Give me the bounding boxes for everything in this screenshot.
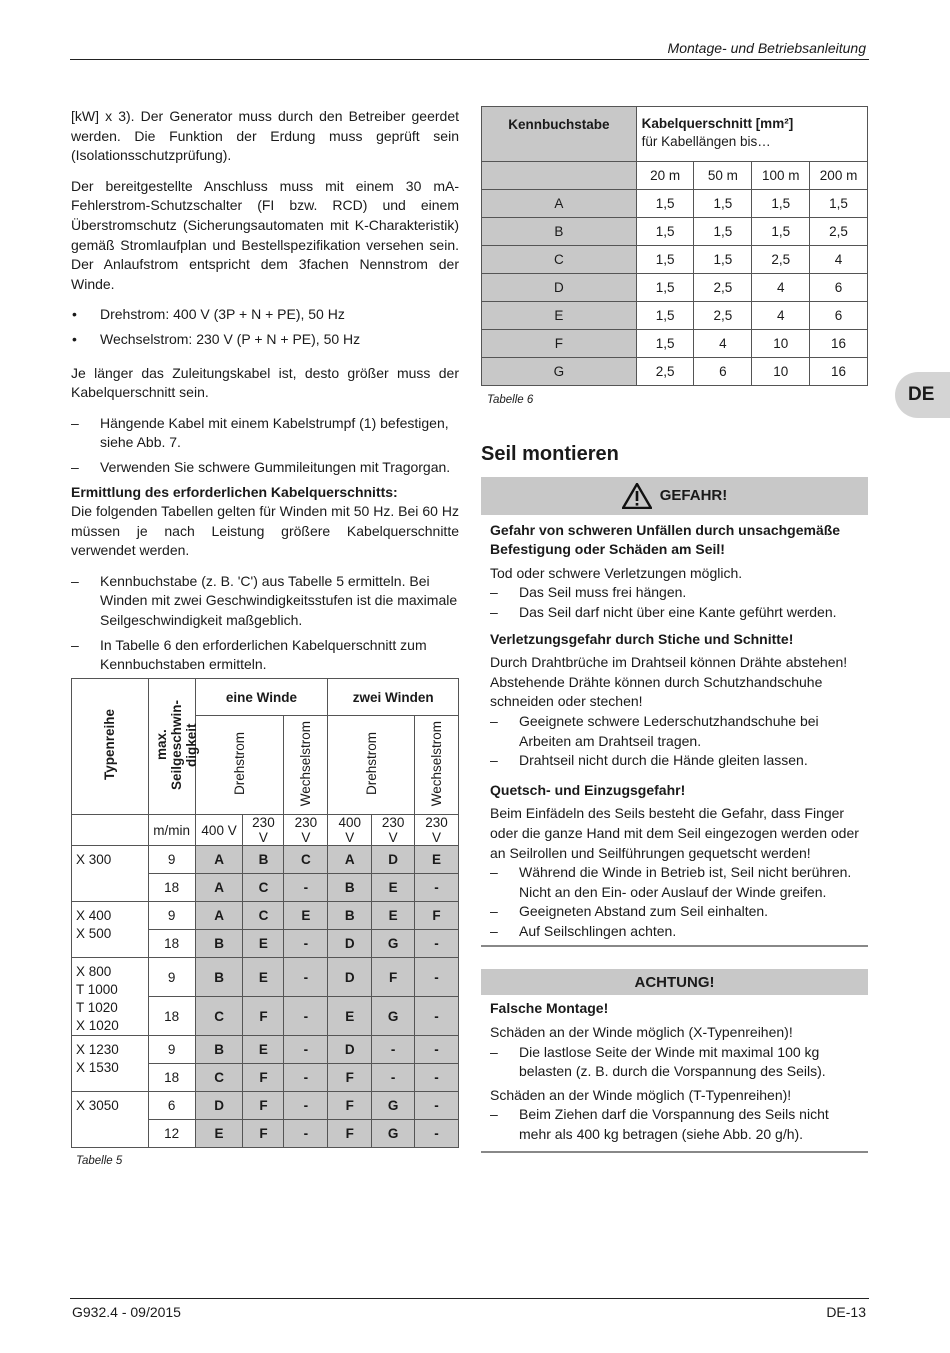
letter-cell: C <box>195 997 243 1036</box>
table-row <box>72 846 459 874</box>
table-row <box>482 358 868 386</box>
letter-cell: D <box>372 846 415 874</box>
letter-cell: - <box>284 1092 328 1120</box>
letter-cell: A <box>328 846 372 874</box>
speed-cell: 9 <box>148 902 195 930</box>
value-cell: 1,5 <box>636 246 694 274</box>
speed-cell: 18 <box>148 930 195 958</box>
header-wechselstrom: Wechselstrom <box>415 716 459 815</box>
letter-cell: D <box>195 1092 243 1120</box>
letter-cell: - <box>415 930 459 958</box>
value-cell: 1,5 <box>636 302 694 330</box>
dash-item: – Geeignete schwere Lederschutzhandschuhe bei Arbeiten am Drahtseil tragen. <box>490 712 819 749</box>
table-row <box>72 958 459 997</box>
footer-page-number: DE-13 <box>826 1304 866 1320</box>
type-cell: X 800 T 1000 T 1020 X 1020 <box>72 958 149 1036</box>
header-title: Montage- und Betriebsanleitung <box>667 40 866 56</box>
table-row <box>482 246 868 274</box>
letter-cell: D <box>328 958 372 997</box>
danger-text: Durch Drahtbrüche im Drahtseil können Drähte abstehen! Abstehende Drähte können durch Schutzhandschuhe schneiden oder stechen! <box>490 654 848 710</box>
caution-text: Schäden an der Winde möglich (X-Typenreihen)! <box>490 1024 793 1041</box>
value-cell: 2,5 <box>752 246 810 274</box>
table-6 <box>481 106 868 386</box>
bullet-item: • Wechselstrom: 230 V (P + N + PE), 50 Hz <box>72 330 361 347</box>
letter-cell: D <box>328 930 372 958</box>
letter-cell: B <box>328 902 372 930</box>
letter-cell: F <box>482 330 637 358</box>
letter-cell: F <box>328 1064 372 1092</box>
caution-subheading: Falsche Montage! <box>490 1000 609 1017</box>
letter-cell: E <box>243 958 284 997</box>
letter-cell: F <box>243 1092 284 1120</box>
caution-text: Schäden an der Winde möglich (T-Typenreihen)! <box>490 1086 792 1103</box>
letter-cell: B <box>195 958 243 997</box>
letter-cell: G <box>372 1092 415 1120</box>
letter-cell: F <box>243 997 284 1036</box>
value-cell: 10 <box>752 358 810 386</box>
section-heading: Ermittlung des erforderlichen Kabelquerschnitts: <box>71 483 398 500</box>
speed-cell: 6 <box>148 1092 195 1120</box>
value-cell: 1,5 <box>636 190 694 218</box>
letter-cell: G <box>482 358 637 386</box>
letter-cell: C <box>284 846 328 874</box>
letter-cell: F <box>328 1092 372 1120</box>
speed-cell: 18 <box>148 997 195 1036</box>
letter-cell: E <box>372 902 415 930</box>
header-speed: max. Seilgeschwin-digkeit <box>148 679 195 815</box>
header-two-winches: zwei Winden <box>328 679 459 716</box>
dash-item: – Das Seil darf nicht über eine Kante geführt werden. <box>490 603 837 620</box>
letter-cell: - <box>415 874 459 902</box>
table-5 <box>71 678 459 1148</box>
dash-item: – Geeigneten Abstand zum Seil einhalten. <box>490 903 769 920</box>
table-5-caption: Tabelle 5 <box>76 1155 123 1167</box>
table-row <box>482 302 868 330</box>
letter-cell: E <box>372 874 415 902</box>
letter-cell: A <box>195 846 243 874</box>
dash-item: – Kennbuchstabe (z. B. 'C') aus Tabelle 5 ermitteln. Bei Winden mit zwei Geschwindigkeitsstufen ist die maximale Seilgeschwindigkeit maßgeblich. <box>71 572 458 629</box>
paragraph-grounding: [kW] x 3). Der Generator muss durch den Betreiber geerdet werden. Die Funktion der Erdung muss geprüft sein (Isolationsschutzprüfung). <box>71 108 459 164</box>
letter-cell: F <box>243 1120 284 1148</box>
dash-item: – Drahtseil nicht durch die Hände gleiten lassen. <box>490 752 808 769</box>
bullet-item: • Drehstrom: 400 V (3P + N + PE), 50 Hz <box>72 306 345 323</box>
value-cell: 4 <box>752 274 810 302</box>
value-cell: 2,5 <box>694 274 752 302</box>
value-cell: 10 <box>752 330 810 358</box>
right-column <box>481 445 868 1153</box>
type-cell: X 3050 <box>72 1092 149 1148</box>
lengths-row: 20 m 50 m 100 m 200 m <box>482 162 868 190</box>
value-cell: 16 <box>810 330 868 358</box>
letter-cell: E <box>243 1036 284 1064</box>
letter-cell: E <box>243 930 284 958</box>
letter-cell: - <box>415 997 459 1036</box>
letter-cell: - <box>415 1120 459 1148</box>
speed-cell: 18 <box>148 1064 195 1092</box>
table-row <box>72 1036 459 1064</box>
value-cell: 2,5 <box>636 358 694 386</box>
value-cell: 6 <box>694 358 752 386</box>
letter-cell: - <box>372 1064 415 1092</box>
table-row <box>482 274 868 302</box>
value-cell: 6 <box>810 302 868 330</box>
letter-cell: D <box>482 274 637 302</box>
letter-cell: - <box>415 958 459 997</box>
dash-item: – Verwenden Sie schwere Gummileitungen mit Tragorgan. <box>71 458 451 475</box>
letter-cell: - <box>284 958 328 997</box>
letter-cell: - <box>284 1064 328 1092</box>
letter-cell: G <box>372 930 415 958</box>
letter-cell: B <box>195 1036 243 1064</box>
letter-cell: - <box>284 1120 328 1148</box>
letter-cell: A <box>195 902 243 930</box>
value-cell: 1,5 <box>636 218 694 246</box>
danger-subheading: Quetsch- und Einzugsgefahr! <box>490 781 686 798</box>
header-one-winch: eine Winde <box>195 679 328 716</box>
warning-triangle-icon <box>622 483 652 509</box>
dash-item: – In Tabelle 6 den erforderlichen Kabelquerschnitt zum Kennbuchstaben ermitteln. <box>71 636 427 673</box>
value-cell: 4 <box>694 330 752 358</box>
table-row <box>482 330 868 358</box>
table-6-caption: Tabelle 6 <box>487 394 534 406</box>
value-cell: 6 <box>810 274 868 302</box>
letter-cell: C <box>482 246 637 274</box>
type-cell: X 300 <box>72 846 149 902</box>
speed-cell: 9 <box>148 1036 195 1064</box>
dash-item: – Beim Ziehen darf die Vorspannung des Seils nicht mehr als 400 kg betragen (siehe Abb. 20 g/h). <box>490 1106 829 1143</box>
value-cell: 2,5 <box>810 218 868 246</box>
letter-cell: F <box>243 1064 284 1092</box>
caution-box <box>481 999 868 1152</box>
danger-text: Beim Einfädeln des Seils besteht die Gefahr, dass Finger oder die ganze Hand mit dem Seil eingezogen werden oder an Seilrollen und Seilführungen gequetscht werden! <box>490 805 859 861</box>
letter-cell: G <box>372 1120 415 1148</box>
letter-cell: F <box>415 902 459 930</box>
value-cell: 1,5 <box>636 330 694 358</box>
danger-box <box>481 521 868 948</box>
type-cell: X 400 X 500 <box>72 902 149 958</box>
value-cell: 1,5 <box>694 218 752 246</box>
speed-cell: 18 <box>148 874 195 902</box>
dash-item: – Hängende Kabel mit einem Kabelstrumpf (1) befestigen, siehe Abb. 7. <box>71 414 449 451</box>
letter-cell: F <box>328 1120 372 1148</box>
letter-cell: G <box>372 997 415 1036</box>
danger-subheading: Gefahr von schweren Unfällen durch unsachgemäße Befestigung oder Schäden am Seil! <box>490 521 841 558</box>
dash-item: – Die lastlose Seite der Winde mit maximal 100 kg belasten (z. B. durch die Vorspannung des Seils). <box>490 1043 826 1080</box>
caution-label: ACHTUNG! <box>634 973 715 991</box>
letter-cell: - <box>372 1036 415 1064</box>
danger-subheading: Verletzungsgefahr durch Stiche und Schnitte! <box>490 630 794 647</box>
table-row <box>72 902 459 930</box>
paragraph-connection: Der bereitgestellte Anschluss muss mit einem 30 mA-Fehlerstrom-Schutzschalter (FI bzw. RCD) und einem Überstromschutz (Sicherungsautomaten mit K-Charakteristik) gemäß Stromlaufplan und Bestellspezifikation versehen sein. Der Anlaufstrom entspricht dem 3fachen Nennstrom der Winde. <box>71 177 459 292</box>
footer-rule <box>70 1298 869 1299</box>
letter-cell: E <box>195 1120 243 1148</box>
table-row <box>72 1092 459 1120</box>
header-rule <box>70 59 869 60</box>
letter-cell: F <box>372 958 415 997</box>
value-cell: 4 <box>752 302 810 330</box>
letter-cell: E <box>415 846 459 874</box>
speed-cell: 12 <box>148 1120 195 1148</box>
speed-cell: 9 <box>148 846 195 874</box>
value-cell: 4 <box>810 246 868 274</box>
value-cell: 2,5 <box>694 302 752 330</box>
dash-item: – Auf Seilschlingen achten. <box>490 922 677 939</box>
letter-cell: E <box>482 302 637 330</box>
header-drehstrom: Drehstrom <box>195 716 284 815</box>
letter-cell: D <box>328 1036 372 1064</box>
letter-cell: E <box>328 997 372 1036</box>
letter-cell: A <box>195 874 243 902</box>
table-row <box>482 190 868 218</box>
letter-cell: B <box>482 218 637 246</box>
dash-item: – Das Seil muss frei hängen. <box>490 584 687 601</box>
letter-cell: B <box>243 846 284 874</box>
letter-cell: A <box>482 190 637 218</box>
left-column <box>71 107 459 675</box>
header-kennbuchstabe: Kennbuchstabe <box>482 107 637 162</box>
letter-cell: C <box>243 874 284 902</box>
danger-label: GEFAHR! <box>659 486 728 504</box>
speed-cell: 9 <box>148 958 195 997</box>
value-cell: 1,5 <box>636 274 694 302</box>
letter-cell: - <box>415 1092 459 1120</box>
letter-cell: B <box>195 930 243 958</box>
units-row: m/min 400 V 230 V 230 V 400 V 230 V 230 V <box>72 815 459 846</box>
caution-header <box>481 969 868 995</box>
language-tab: DE <box>895 372 950 418</box>
value-cell: 16 <box>810 358 868 386</box>
letter-cell: E <box>284 902 328 930</box>
header-wechselstrom: Wechselstrom <box>284 716 328 815</box>
letter-cell: - <box>415 1036 459 1064</box>
letter-cell: - <box>284 997 328 1036</box>
type-cell: X 1230 X 1530 <box>72 1036 149 1092</box>
value-cell: 1,5 <box>694 246 752 274</box>
letter-cell: B <box>328 874 372 902</box>
value-cell: 1,5 <box>752 218 810 246</box>
header-typenreihe: Typenreihe <box>72 679 149 815</box>
footer-doc-number: G932.4 - 09/2015 <box>72 1304 181 1320</box>
danger-header <box>481 477 868 515</box>
letter-cell: - <box>284 874 328 902</box>
letter-cell: C <box>243 902 284 930</box>
header-kabelquerschnitt: Kabelquerschnitt [mm²] für Kabellängen bis… <box>636 107 867 162</box>
letter-cell: - <box>284 1036 328 1064</box>
value-cell: 1,5 <box>694 190 752 218</box>
value-cell: 1,5 <box>752 190 810 218</box>
letter-cell: - <box>415 1064 459 1092</box>
letter-cell: C <box>195 1064 243 1092</box>
table-row <box>482 218 868 246</box>
letter-cell: - <box>284 930 328 958</box>
paragraph-tables: Die folgenden Tabellen gelten für Winden mit 50 Hz. Bei 60 Hz müssen je nach Leistung größere Kabelquerschnitte verwendet werden. <box>71 503 459 559</box>
section-title: Seil montieren <box>481 443 619 465</box>
paragraph-cable-length: Je länger das Zuleitungskabel ist, desto größer muss der Kabelquerschnitt sein. <box>71 364 459 401</box>
dash-item: – Während die Winde in Betrieb ist, Seil nicht berühren. Nicht an den Ein- oder Auslauf der Winde greifen. <box>490 864 852 900</box>
danger-text: Tod oder schwere Verletzungen möglich. <box>490 564 743 581</box>
value-cell: 1,5 <box>810 190 868 218</box>
header-drehstrom: Drehstrom <box>328 716 415 815</box>
